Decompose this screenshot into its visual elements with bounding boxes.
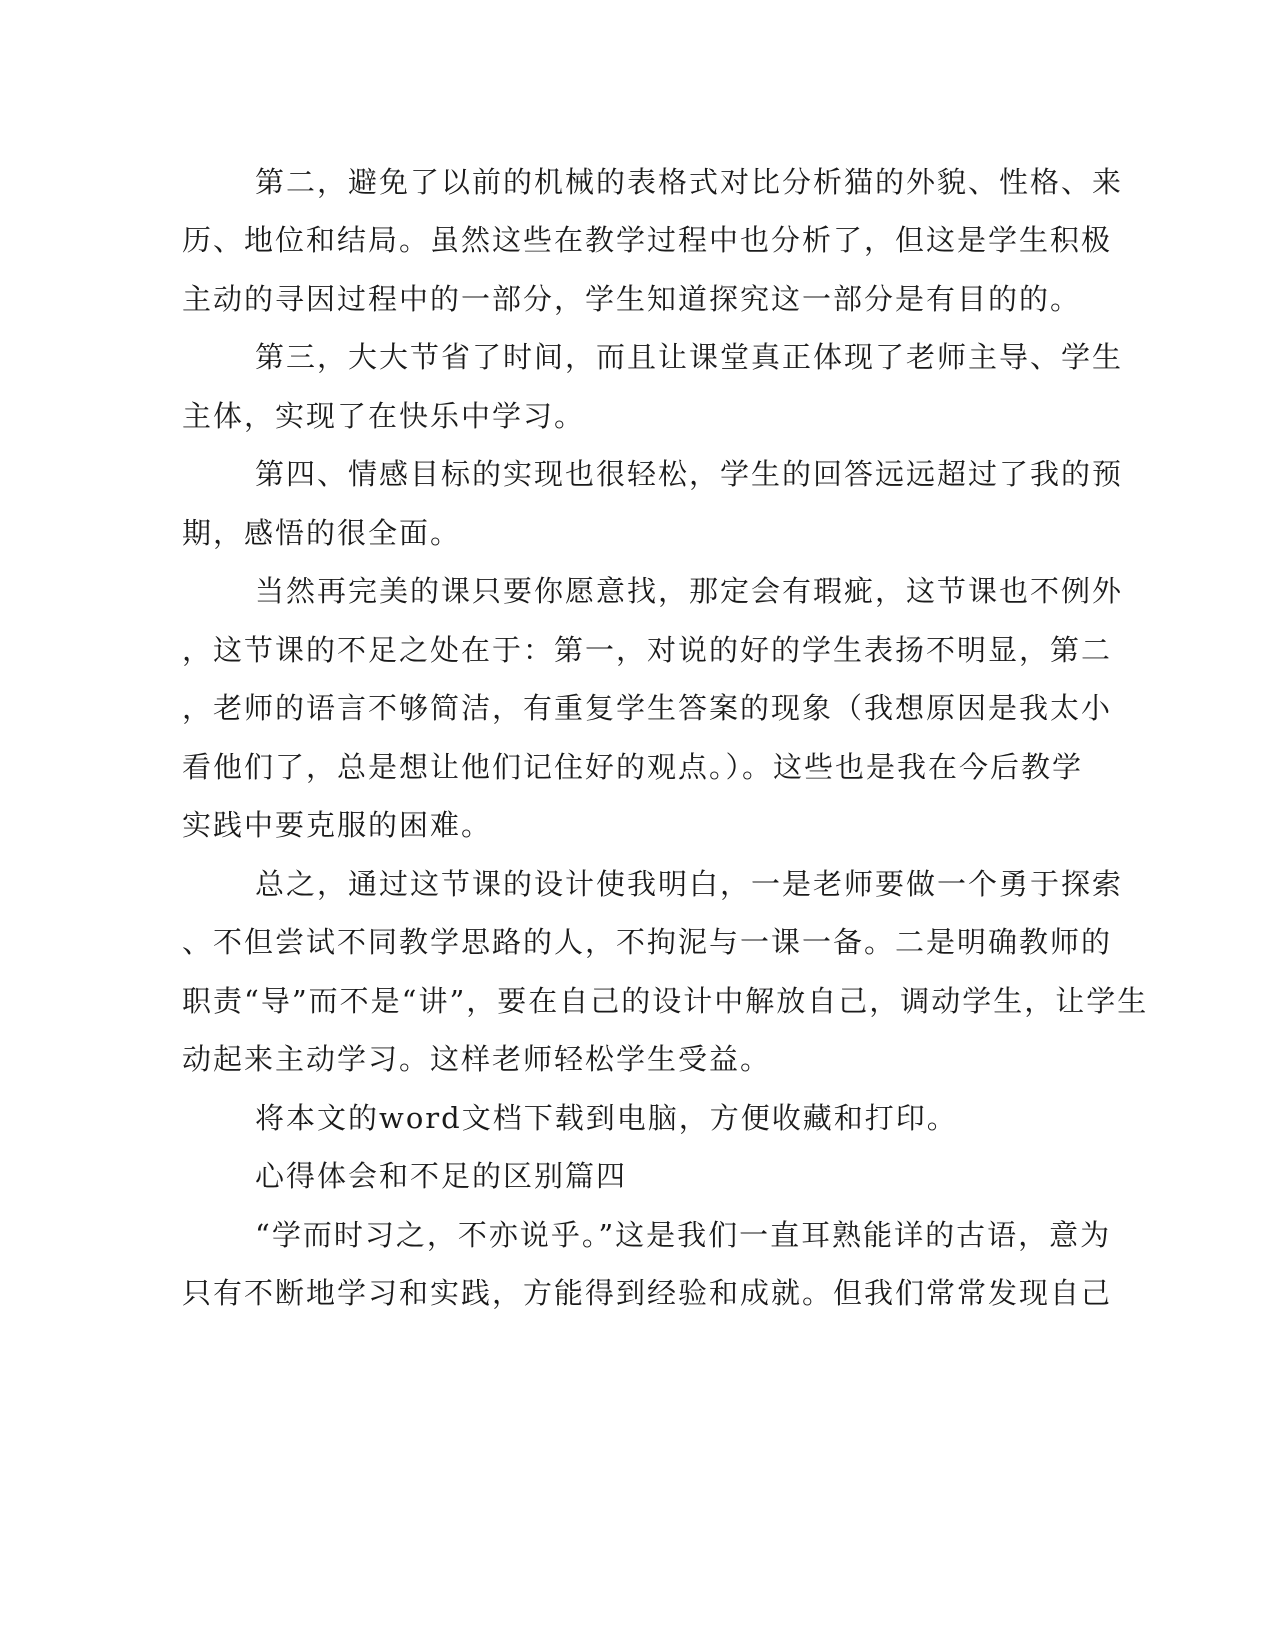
paragraph-line: 第四、情感目标的实现也很轻松，学生的回答远远超过了我的预 <box>255 457 1124 491</box>
download-note: 将本文的word文档下载到电脑，方便收藏和打印。 <box>255 1101 958 1135</box>
paragraph-line: 职责“导”而不是“讲”，要在自己的设计中解放自己，调动学生，让学生 <box>182 984 1149 1018</box>
paragraph-line: 动起来主动学习。这样老师轻松学生受益。 <box>182 1042 772 1076</box>
paragraph-line: 实践中要克服的困难。 <box>182 808 493 842</box>
paragraph-line: 主体，实现了在快乐中学习。 <box>182 399 586 433</box>
paragraph-line: 第三，大大节省了时间，而且让课堂真正体现了老师主导、学生 <box>255 340 1124 374</box>
paragraph-line: 看他们了，总是想让他们记住好的观点。）。这些也是我在今后教学 <box>182 750 1084 784</box>
paragraph-line: ，老师的语言不够简洁，有重复学生答案的现象（我想原因是我太小 <box>182 691 1113 725</box>
paragraph-line: 第二，避免了以前的机械的表格式对比分析猫的外貌、性格、来 <box>255 165 1124 199</box>
paragraph-line: “学而时习之，不亦说乎。”这是我们一直耳熟能详的古语，意为 <box>255 1218 1112 1252</box>
paragraph-line: 总之，通过这节课的设计使我明白，一是老师要做一个勇于探索 <box>255 867 1124 901</box>
paragraph-line: 当然再完美的课只要你愿意找，那定会有瑕疵，这节课也不例外 <box>255 574 1124 608</box>
paragraph-line: ，这节课的不足之处在于：第一，对说的好的学生表扬不明显，第二 <box>182 633 1113 667</box>
paragraph-line: 只有不断地学习和实践，方能得到经验和成就。但我们常常发现自己 <box>182 1276 1113 1310</box>
paragraph-line: 期，感悟的很全面。 <box>182 516 462 550</box>
paragraph-line: 、不但尝试不同教学思路的人，不拘泥与一课一备。二是明确教师的 <box>182 925 1113 959</box>
paragraph-line: 主动的寻因过程中的一部分，学生知道探究这一部分是有目的的。 <box>182 282 1082 316</box>
section-heading: 心得体会和不足的区别篇四 <box>255 1159 628 1193</box>
paragraph-line: 历、地位和结局。虽然这些在教学过程中也分析了，但这是学生积极 <box>182 223 1113 257</box>
